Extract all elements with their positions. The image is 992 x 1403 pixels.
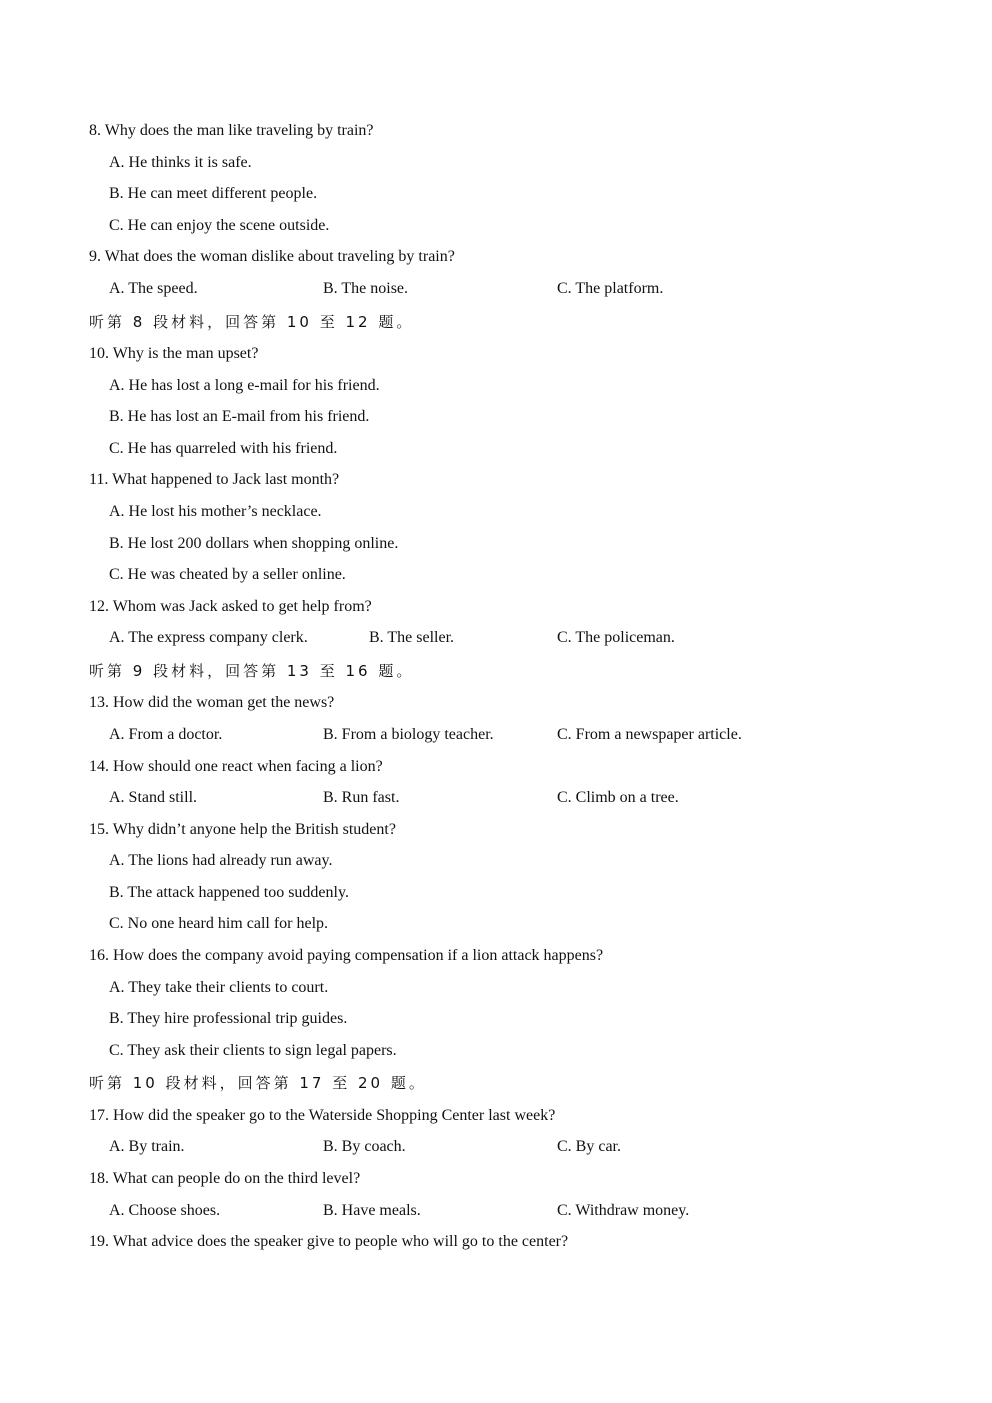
- option-17c: C. By car.: [557, 1138, 621, 1155]
- option-14b: B. Run fast.: [323, 789, 400, 806]
- option-18c: C. Withdraw money.: [557, 1202, 690, 1219]
- option-11b: B. He lost 200 dollars when shopping online.: [109, 535, 399, 552]
- option-10b: B. He has lost an E-mail from his friend.: [109, 408, 370, 425]
- section-heading-9: 听第 9 段材料，回答第 13 至 16 题。: [89, 662, 415, 680]
- question-15: 15. Why didn’t anyone help the British student?: [89, 821, 396, 838]
- option-13b: B. From a biology teacher.: [323, 726, 494, 743]
- option-10c: C. He has quarreled with his friend.: [109, 440, 338, 457]
- question-8: 8. Why does the man like traveling by train?: [89, 122, 374, 139]
- question-11: 11. What happened to Jack last month?: [89, 471, 340, 488]
- option-12b: B. The seller.: [369, 629, 455, 646]
- option-8b: B. He can meet different people.: [109, 185, 318, 202]
- option-10a: A. He has lost a long e-mail for his friend.: [109, 377, 380, 394]
- option-9a: A. The speed.: [109, 280, 198, 297]
- question-12: 12. Whom was Jack asked to get help from?: [89, 598, 372, 615]
- question-13: 13. How did the woman get the news?: [89, 694, 335, 711]
- option-9c: C. The platform.: [557, 280, 664, 297]
- question-10: 10. Why is the man upset?: [89, 345, 259, 362]
- option-11c: C. He was cheated by a seller online.: [109, 566, 346, 583]
- option-15a: A. The lions had already run away.: [109, 852, 333, 869]
- option-12a: A. The express company clerk.: [109, 629, 308, 646]
- question-14: 14. How should one react when facing a lion?: [89, 758, 383, 775]
- option-18a: A. Choose shoes.: [109, 1202, 221, 1219]
- option-13c: C. From a newspaper article.: [557, 726, 742, 743]
- option-14a: A. Stand still.: [109, 789, 198, 806]
- question-16: 16. How does the company avoid paying compensation if a lion attack happens?: [89, 947, 604, 964]
- option-14c: C. Climb on a tree.: [557, 789, 679, 806]
- section-heading-10: 听第 10 段材料，回答第 17 至 20 题。: [89, 1074, 427, 1092]
- section-heading-8: 听第 8 段材料，回答第 10 至 12 题。: [89, 313, 415, 331]
- option-16c: C. They ask their clients to sign legal papers.: [109, 1042, 397, 1059]
- option-15c: C. No one heard him call for help.: [109, 915, 329, 932]
- option-16a: A. They take their clients to court.: [109, 979, 329, 996]
- question-19: 19. What advice does the speaker give to people who will go to the center?: [89, 1233, 569, 1250]
- option-18b: B. Have meals.: [323, 1202, 421, 1219]
- option-8a: A. He thinks it is safe.: [109, 154, 252, 171]
- option-11a: A. He lost his mother’s necklace.: [109, 503, 322, 520]
- option-8c: C. He can enjoy the scene outside.: [109, 217, 330, 234]
- option-17a: A. By train.: [109, 1138, 185, 1155]
- option-13a: A. From a doctor.: [109, 726, 223, 743]
- question-17: 17. How did the speaker go to the Waterside Shopping Center last week?: [89, 1107, 556, 1124]
- question-9: 9. What does the woman dislike about traveling by train?: [89, 248, 455, 265]
- option-9b: B. The noise.: [323, 280, 409, 297]
- question-18: 18. What can people do on the third level?: [89, 1170, 361, 1187]
- option-15b: B. The attack happened too suddenly.: [109, 884, 349, 901]
- option-16b: B. They hire professional trip guides.: [109, 1010, 348, 1027]
- option-12c: C. The policeman.: [557, 629, 675, 646]
- option-17b: B. By coach.: [323, 1138, 406, 1155]
